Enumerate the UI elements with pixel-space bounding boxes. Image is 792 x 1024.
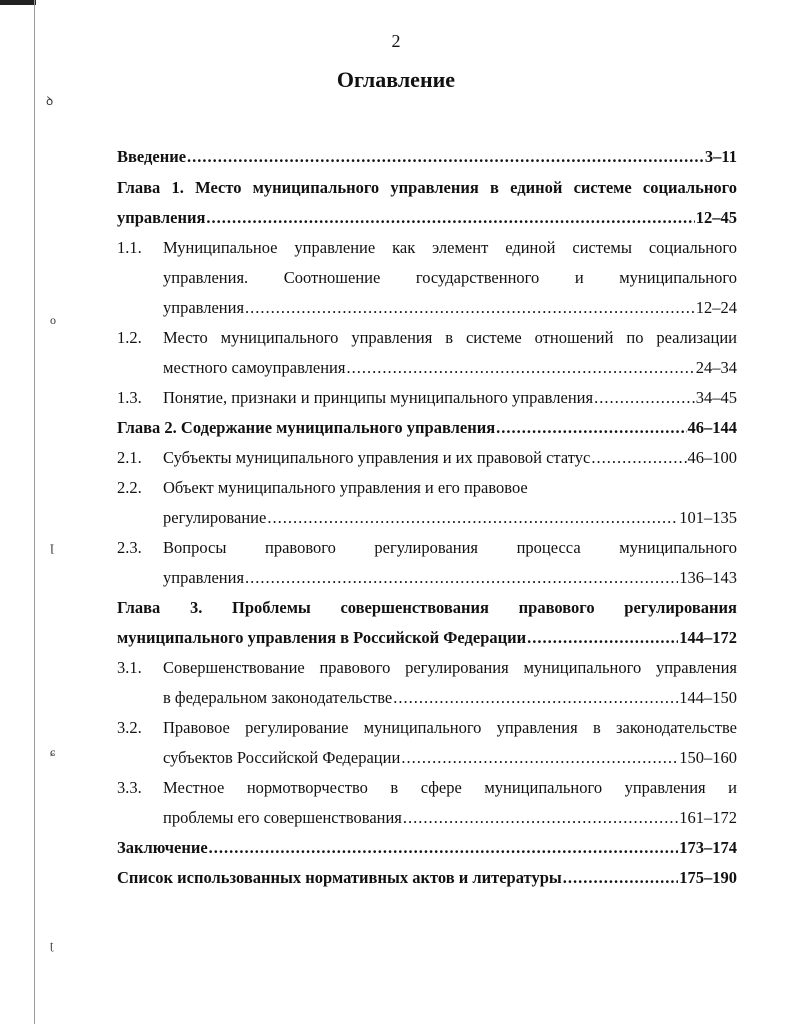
- toc-label: Правовое регулирование муниципального управления в законодательстве: [163, 718, 737, 737]
- toc-pages: 12–24: [695, 298, 737, 317]
- toc-entry-2-2[interactable]: [117, 473, 737, 533]
- toc-entry-2-3[interactable]: [117, 533, 737, 593]
- toc-entry-1-1[interactable]: [117, 233, 737, 323]
- toc-label-cont: местного самоуправления: [163, 358, 346, 377]
- leader-dots: [346, 353, 694, 383]
- toc-label: Объект муниципального управления и его правовое: [163, 478, 528, 497]
- section-number: 2.3.: [117, 538, 142, 557]
- toc-label: Местное нормотворчество в сфере муниципального управления и: [163, 778, 737, 797]
- toc-pages: 144–150: [679, 688, 737, 707]
- leader-dots: [594, 383, 695, 413]
- leader-dots: [206, 203, 694, 233]
- toc-label-cont: управления: [163, 568, 245, 587]
- leader-dots: [245, 563, 678, 593]
- toc-label: Заключение: [117, 838, 208, 857]
- leader-dots: [403, 803, 678, 833]
- margin-mark-5: ʈ: [50, 938, 54, 952]
- page-number: 2: [391, 31, 401, 51]
- toc-label-cont: управления: [163, 298, 245, 317]
- margin-mark-3: ꞁ: [50, 540, 54, 554]
- toc-entry-2-1[interactable]: [117, 443, 737, 473]
- page-title: Оглавление: [336, 67, 456, 92]
- toc-pages: 175–190: [679, 868, 737, 887]
- section-number: 1.3.: [117, 388, 142, 407]
- toc-label-cont: управления: [117, 208, 206, 227]
- table-of-contents: [117, 142, 737, 893]
- margin-mark-1: ꝺ: [46, 94, 54, 108]
- margin-mark-4: ɕ: [50, 745, 56, 759]
- toc-pages: 24–34: [695, 358, 737, 377]
- margin-mark-2: o: [50, 313, 56, 327]
- leader-dots: [245, 293, 695, 323]
- section-number: 2.2.: [117, 478, 142, 497]
- section-number: 3.3.: [117, 778, 142, 797]
- scan-artifact-left-border: [34, 0, 35, 1024]
- section-number: 1.2.: [117, 328, 142, 347]
- toc-entry-1-2[interactable]: [117, 323, 737, 383]
- leader-dots: [563, 863, 678, 893]
- toc-label-cont: управления. Соотношение государственного и муниципального: [163, 268, 737, 287]
- toc-entry-chapter-2[interactable]: [117, 413, 737, 443]
- leader-dots: [393, 683, 678, 713]
- leader-dots: [401, 743, 678, 773]
- leader-dots: [496, 413, 686, 443]
- toc-label-cont: проблемы его совершенствования: [163, 808, 402, 827]
- leader-dots: [209, 833, 679, 863]
- toc-label-cont: регулирование: [163, 508, 267, 527]
- toc-pages: 34–45: [695, 388, 737, 407]
- toc-pages: 173–174: [679, 838, 737, 857]
- leader-dots: [267, 503, 678, 533]
- toc-entry-3-2[interactable]: [117, 713, 737, 773]
- toc-pages: 101–135: [679, 508, 737, 527]
- toc-entry-3-3[interactable]: [117, 773, 737, 833]
- toc-pages: 150–160: [679, 748, 737, 767]
- toc-pages: 46–100: [687, 448, 737, 467]
- section-number: 2.1.: [117, 448, 142, 467]
- toc-pages: 136–143: [679, 568, 737, 587]
- toc-label: Введение: [117, 147, 187, 166]
- toc-entry-3-1[interactable]: [117, 653, 737, 713]
- leader-dots: [527, 623, 678, 653]
- toc-label-cont: муниципального управления в Российской Федерации: [117, 628, 527, 647]
- toc-label-cont: в федеральном законодательстве: [163, 688, 393, 707]
- section-number: 1.1.: [117, 238, 142, 257]
- toc-pages: 161–172: [679, 808, 737, 827]
- toc-entry-conclusion[interactable]: [117, 833, 737, 863]
- leader-dots: [591, 443, 686, 473]
- toc-entry-intro[interactable]: [117, 142, 737, 172]
- toc-label: Субъекты муниципального управления и их правовой статус: [163, 448, 591, 467]
- toc-label: Совершенствование правового регулирования муниципального управления: [163, 658, 737, 677]
- toc-entry-references[interactable]: [117, 863, 737, 893]
- toc-label: Место муниципального управления в системе отношений по реализации: [163, 328, 737, 347]
- toc-pages: 46–144: [687, 418, 737, 437]
- toc-pages: 12–45: [695, 208, 737, 227]
- toc-entry-chapter-1[interactable]: [117, 173, 737, 233]
- toc-label: Вопросы правового регулирования процесса муниципального: [163, 538, 737, 557]
- section-number: 3.1.: [117, 658, 142, 677]
- toc-label: Муниципальное управление как элемент единой системы социального: [163, 238, 737, 257]
- section-number: 3.2.: [117, 718, 142, 737]
- toc-pages: 144–172: [679, 628, 737, 647]
- toc-pages: 3–11: [704, 147, 737, 166]
- toc-label: Список использованных нормативных актов и литературы: [117, 868, 562, 887]
- toc-entry-chapter-3[interactable]: [117, 593, 737, 653]
- leader-dots: [187, 142, 704, 172]
- toc-label: Глава 3. Проблемы совершенствования правового регулирования: [117, 598, 737, 617]
- toc-entry-1-3[interactable]: [117, 383, 737, 413]
- toc-label: Глава 2. Содержание муниципального управления: [117, 418, 496, 437]
- toc-label: Понятие, признаки и принципы муниципального управления: [163, 388, 594, 407]
- toc-label: Глава 1. Место муниципального управления в единой системе социального: [117, 178, 737, 197]
- toc-label-cont: субъектов Российской Федерации: [163, 748, 401, 767]
- scan-artifact-top: [0, 0, 36, 5]
